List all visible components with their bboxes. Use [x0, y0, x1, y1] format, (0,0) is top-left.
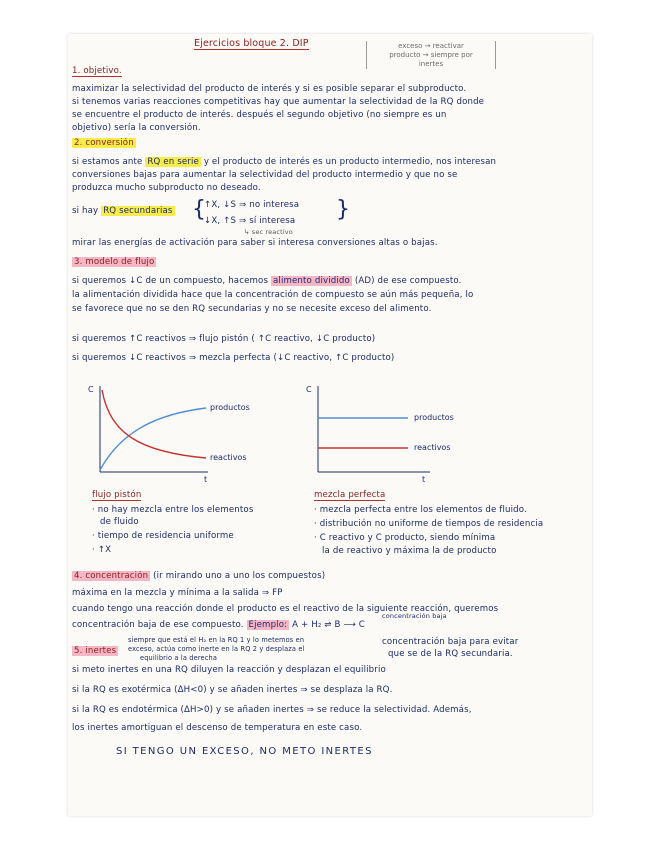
text-line: los inertes amortiguan el descenso de temperatura en este caso.: [72, 723, 363, 733]
text-line: si meto inertes en una RQ diluyen la reacción y desplazan el equilibrio: [72, 665, 386, 675]
y-axis-label: C: [88, 385, 94, 394]
y-axis-label: C: [306, 385, 312, 394]
open-brace-icon: {: [192, 197, 206, 222]
text-line: mirar las energías de activación para saber si interesa conversiones altas o bajas.: [72, 238, 438, 248]
sketch-caption: flujo pistón: [92, 490, 142, 500]
plug-flow-sketch: [88, 382, 288, 482]
series-label-productos: productos: [414, 413, 454, 422]
bullet-item: · no hay mezcla entre los elementos: [92, 505, 254, 515]
side-note: que se de la RQ secundaria.: [388, 649, 513, 659]
text-line: se favorece que no se den RQ secundarias y no se necesite exceso del alimento.: [72, 304, 432, 314]
bullet-item: · distribución no uniforme de tiempos de residencia: [314, 519, 544, 529]
bullet-item: · C reactivo y C producto, siendo mínima: [314, 533, 496, 543]
sub-note: ↳ sec reactivo: [244, 228, 293, 236]
final-statement: SI TENGO UN EXCESO, NO METO INERTES: [116, 746, 373, 757]
text-line: si tenemos varias reacciones competitivas hay que aumentar la selectividad de la RQ donde: [72, 97, 485, 107]
small-note: exceso, actúa como inerte en la RQ 2 y desplaza el: [128, 645, 305, 653]
page-title: Ejercicios bloque 2. DIP: [194, 38, 309, 49]
series-line-productos: [100, 408, 206, 470]
small-note: concentración baja: [382, 612, 447, 620]
bullet-item: · tiempo de residencia uniforme: [92, 531, 234, 541]
text-line: produzca mucho subproducto no deseado.: [72, 183, 261, 193]
bullet-item: · ↑X: [92, 545, 112, 555]
bullet-item: la de reactivo y máxima la de producto: [322, 546, 497, 556]
bullet-item: · mezcla perfecta entre los elementos de fluido.: [314, 505, 527, 515]
text-line: si la RQ es exotérmica (ΔH<0) y se añaden inertes ⇒ se desplaza la RQ.: [72, 685, 393, 695]
x-axis-label: t: [204, 475, 208, 482]
margin-note: [366, 41, 496, 69]
section-heading: 2. conversión: [74, 138, 134, 148]
case-line: ↑X, ↓S ⇒ no interesa: [204, 200, 300, 210]
text-line: si queremos ↓C reactivos ⇒ mezcla perfecta (↓C reactivo, ↑C producto): [72, 353, 395, 363]
text-line: se encuentre el producto de interés. después el segundo objetivo (no siempre es un: [72, 110, 447, 120]
close-brace-icon: }: [336, 197, 350, 222]
text-line: concentración baja de ese compuesto. Ejemplo: A + H₂ ⇌ B ⟶ C: [72, 620, 365, 630]
case-line: ↓X, ↑S ⇒ sí interesa: [204, 216, 296, 226]
text-line: si hay RQ secundarias: [72, 206, 173, 216]
highlight: RQ secundarias: [103, 206, 173, 216]
highlight: Ejemplo:: [248, 620, 288, 630]
text-line: conversiones bajas para aumentar la selectividad del producto intermedio y que no se: [72, 170, 458, 180]
highlight: alimento dividido: [272, 276, 350, 286]
text-line: maximizar la selectividad del producto de interés y si es posible separar el subproducto.: [72, 84, 467, 94]
series-label-productos: productos: [210, 403, 250, 412]
small-note: siempre que está el H₂ en la RQ 1 y lo metemos en: [128, 636, 305, 644]
text-line: si queremos ↓C de un compuesto, hacemos alimento dividido (AD) de ese compuesto.: [72, 276, 462, 286]
margin-note-line: inertes: [418, 60, 444, 68]
section-heading: 1. objetivo.: [72, 66, 122, 76]
sketch-caption: mezcla perfecta: [314, 490, 386, 500]
section-heading: 3. modelo de flujo: [74, 257, 155, 267]
text-line: si queremos ↑C reactivos ⇒ flujo pistón ( ↑C reactivo, ↓C producto): [72, 334, 376, 344]
margin-note-line: exceso → reactivar: [398, 42, 464, 50]
mixed-flow-sketch: [306, 382, 516, 482]
text-line: si la RQ es endotérmica (ΔH>0) y se añaden inertes ⇒ se reduce la selectividad. Además,: [72, 705, 472, 715]
side-note: concentración baja para evitar: [382, 637, 519, 647]
section-heading: 4. concentración (ir mirando uno a uno los compuestos): [74, 571, 326, 581]
text-line: objetivo) sería la conversión.: [72, 123, 201, 133]
text-line: cuando tengo una reacción donde el producto es el reactivo de la siguiente reacción, queremos: [72, 604, 499, 614]
text-line: la alimentación dividida hace que la concentración de compuesto se aún más pequeña, lo: [72, 290, 474, 300]
highlight: RQ en serie: [147, 157, 199, 167]
bullet-item: de fluido: [100, 517, 139, 527]
text-line: máxima en la mezcla y mínima a la salida ⇒ FP: [72, 588, 283, 598]
small-note: equilibrio a la derecha: [140, 654, 218, 662]
text-line: si estamos ante RQ en serie y el producto de interés es un producto intermedio, nos interesan: [72, 157, 497, 167]
series-line-reactivos: [102, 390, 206, 458]
margin-note-line: producto → siempre por: [389, 51, 473, 59]
series-label-reactivos: reactivos: [414, 443, 451, 452]
section-heading: 5. inertes: [74, 646, 117, 656]
series-label-reactivos: reactivos: [210, 453, 247, 462]
x-axis-label: t: [422, 475, 426, 482]
notebook-page: [68, 34, 592, 816]
